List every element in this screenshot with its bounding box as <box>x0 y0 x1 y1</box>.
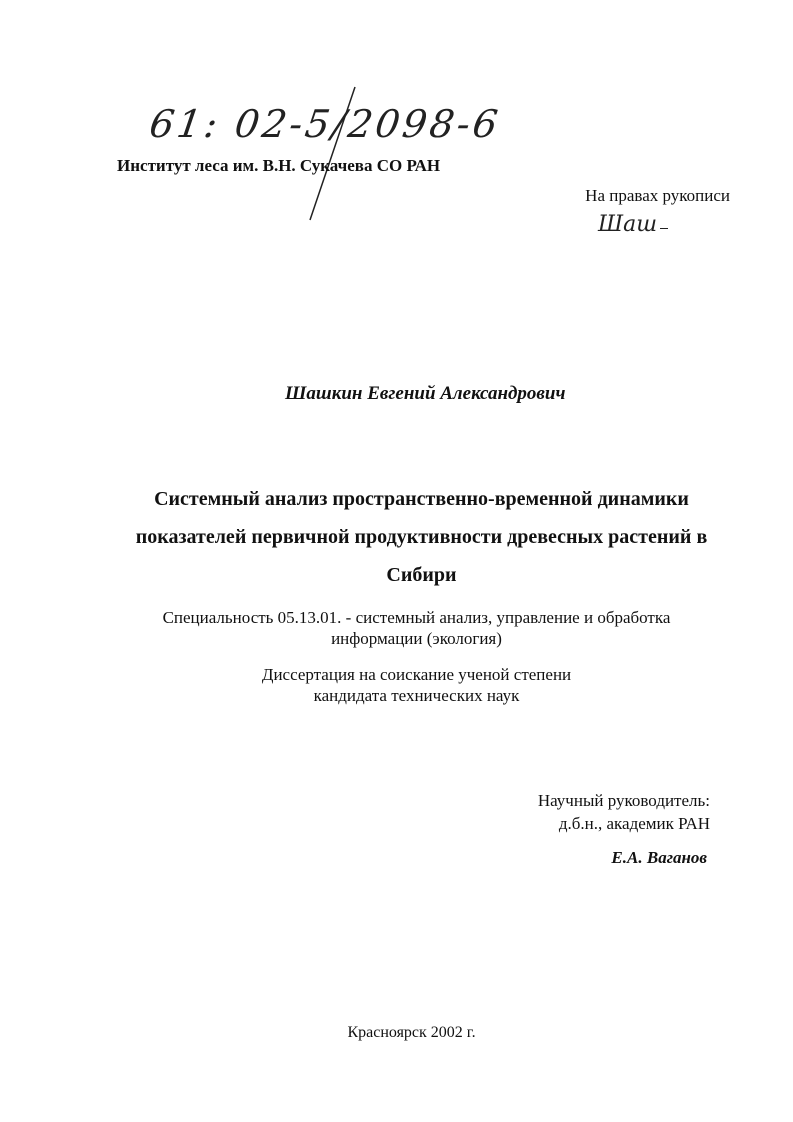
supervisor-label: Научный руководитель: <box>537 791 710 810</box>
thesis-title-line: Сибири <box>386 564 457 586</box>
signature: Шаш <box>598 212 658 237</box>
institute-name: Институт леса им. В.Н. Сукачева СО РАН <box>117 156 441 175</box>
specialty-line: Специальность 05.13.01. - системный анализ, управление и обработка <box>162 608 671 627</box>
author-name: Шашкин Евгений Александрович <box>285 383 566 404</box>
supervisor-credentials: д.б.н., академик РАН <box>558 814 710 833</box>
city-year: Красноярск 2002 г. <box>347 1024 476 1041</box>
manuscript-note: На правах рукописи <box>585 186 730 205</box>
specialty-line: информации (экология) <box>331 629 502 648</box>
pen-stroke <box>300 85 360 225</box>
signature-dash <box>660 228 668 229</box>
handwritten-code: 61: 02-5/2098-6 <box>146 102 504 146</box>
thesis-title-line: Системный анализ пространственно-временной динамики <box>154 488 689 510</box>
degree-line: Диссертация на соискание ученой степени <box>261 665 572 684</box>
supervisor-name: Е.А. Ваганов <box>611 848 707 867</box>
thesis-title-line: показателей первичной продуктивности древесных растений в <box>135 526 708 548</box>
degree-line: кандидата технических наук <box>313 686 520 705</box>
